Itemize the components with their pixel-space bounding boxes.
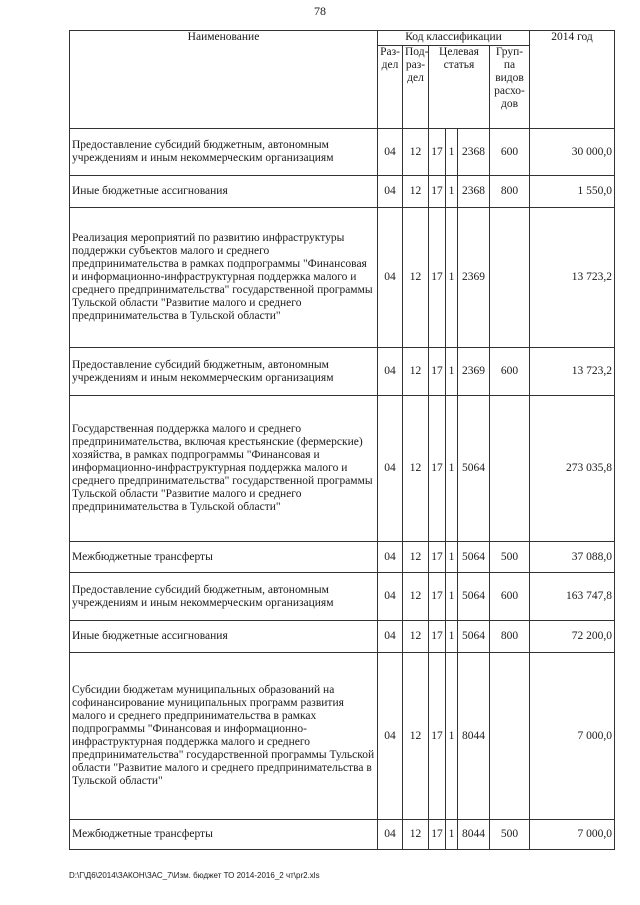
row-amount: 273 035,8 (530, 396, 615, 542)
header-target-item: Целевая статья (429, 46, 490, 129)
row-target-item-direction: 2368 (458, 176, 490, 208)
row-subsection: 12 (403, 621, 429, 653)
row-amount: 13 723,2 (530, 208, 615, 348)
row-name: Иные бюджетные ассигнования (70, 621, 378, 653)
row-target-item-direction: 5064 (458, 542, 490, 573)
row-section: 04 (378, 208, 403, 348)
row-expense-group: 500 (490, 542, 530, 573)
row-name: Иные бюджетные ассигнования (70, 176, 378, 208)
row-amount: 7 000,0 (530, 653, 615, 820)
row-section: 04 (378, 542, 403, 573)
row-name: Межбюджетные трансферты (70, 820, 378, 850)
row-target-item-program: 17 (429, 396, 446, 542)
header-subsection: Под- раз- дел (403, 46, 429, 129)
row-target-item-program: 17 (429, 653, 446, 820)
row-section: 04 (378, 129, 403, 176)
row-subsection: 12 (403, 573, 429, 621)
row-target-item-direction: 2369 (458, 348, 490, 396)
table-row (70, 176, 615, 208)
row-subsection: 12 (403, 129, 429, 176)
row-expense-group: 600 (490, 348, 530, 396)
row-name: Государственная поддержка малого и среднего предпринимательства, включая крестьянские (фермерские) хозяйства, в рамках подпрограммы "Финансовая и информационно-инфраструктурная поддержка малого и среднего предпринимательства" государственной программы Тульской области "Развитие малого и среднего предпринимательства в Тульской области" (70, 396, 378, 542)
table-body (70, 129, 615, 850)
row-subsection: 12 (403, 820, 429, 850)
row-target-item-subprogram: 1 (446, 542, 458, 573)
row-name: Предоставление субсидий бюджетным, автономным учреждениям и иным некоммерческим организациям (70, 129, 378, 176)
header-classification: Код классификации (378, 31, 530, 46)
header-section: Раз- дел (378, 46, 403, 129)
row-target-item-subprogram: 1 (446, 573, 458, 621)
row-target-item-program: 17 (429, 820, 446, 850)
row-subsection: 12 (403, 176, 429, 208)
row-target-item-direction: 2369 (458, 208, 490, 348)
row-target-item-direction: 8044 (458, 820, 490, 850)
table-row (70, 653, 615, 820)
row-target-item-subprogram: 1 (446, 621, 458, 653)
row-target-item-subprogram: 1 (446, 129, 458, 176)
row-amount: 37 088,0 (530, 542, 615, 573)
row-section: 04 (378, 621, 403, 653)
header-year: 2014 год (530, 31, 615, 129)
row-subsection: 12 (403, 653, 429, 820)
budget-table (69, 30, 615, 850)
row-name: Предоставление субсидий бюджетным, автономным учреждениям и иным некоммерческим организациям (70, 573, 378, 621)
row-target-item-program: 17 (429, 129, 446, 176)
row-section: 04 (378, 653, 403, 820)
row-section: 04 (378, 348, 403, 396)
table-row (70, 573, 615, 621)
table-row (70, 348, 615, 396)
row-subsection: 12 (403, 208, 429, 348)
table-row (70, 129, 615, 176)
row-target-item-program: 17 (429, 176, 446, 208)
row-target-item-direction: 5064 (458, 621, 490, 653)
row-target-item-subprogram: 1 (446, 176, 458, 208)
row-amount: 163 747,8 (530, 573, 615, 621)
row-target-item-program: 17 (429, 542, 446, 573)
row-amount: 13 723,2 (530, 348, 615, 396)
file-path-footer: D:\Г\Д6\2014\ЗАКОН\ЗАС_7\Изм. бюджет ТО 2014-2016_2 чт\pr2.xls (69, 871, 320, 880)
row-amount: 7 000,0 (530, 820, 615, 850)
header-name: Наименование (70, 31, 378, 129)
row-target-item-program: 17 (429, 573, 446, 621)
row-target-item-direction: 5064 (458, 396, 490, 542)
row-target-item-subprogram: 1 (446, 348, 458, 396)
row-subsection: 12 (403, 396, 429, 542)
row-name: Межбюджетные трансферты (70, 542, 378, 573)
row-target-item-program: 17 (429, 621, 446, 653)
row-subsection: 12 (403, 348, 429, 396)
row-amount: 72 200,0 (530, 621, 615, 653)
table-row (70, 396, 615, 542)
row-expense-group: 600 (490, 573, 530, 621)
row-target-item-subprogram: 1 (446, 653, 458, 820)
row-expense-group (490, 396, 530, 542)
row-section: 04 (378, 573, 403, 621)
row-subsection: 12 (403, 542, 429, 573)
row-expense-group (490, 208, 530, 348)
header-expense-group: Груп- па видов расхо- дов (490, 46, 530, 129)
row-target-item-direction: 2368 (458, 129, 490, 176)
row-name: Реализация мероприятий по развитию инфраструктуры поддержки субъектов малого и среднего предпринимательства в рамках подпрограммы "Финансовая и информационно-инфраструктурная поддержка малого и среднего предпринимательства" государственной программы Тульской области "Развитие малого и среднего предпринимательства в Тульской области" (70, 208, 378, 348)
row-section: 04 (378, 820, 403, 850)
row-expense-group: 500 (490, 820, 530, 850)
row-amount: 1 550,0 (530, 176, 615, 208)
row-expense-group: 800 (490, 176, 530, 208)
page-number: 78 (314, 4, 326, 18)
row-name: Субсидии бюджетам муниципальных образований на софинансирование муниципальных программ развития малого и среднего предпринимательства в рамках подпрограммы "Финансовая и информационно-инфраструктурная поддержка малого и среднего предпринимательства" государственной программы Тульской области "Развитие малого и среднего предпринимательства в Тульской области" (70, 653, 378, 820)
table-row (70, 208, 615, 348)
row-target-item-subprogram: 1 (446, 820, 458, 850)
row-section: 04 (378, 176, 403, 208)
table-row (70, 820, 615, 850)
row-target-item-program: 17 (429, 208, 446, 348)
row-amount: 30 000,0 (530, 129, 615, 176)
row-name: Предоставление субсидий бюджетным, автономным учреждениям и иным некоммерческим организациям (70, 348, 378, 396)
row-target-item-subprogram: 1 (446, 208, 458, 348)
row-target-item-direction: 8044 (458, 653, 490, 820)
row-target-item-program: 17 (429, 348, 446, 396)
row-target-item-subprogram: 1 (446, 396, 458, 542)
table-row (70, 621, 615, 653)
table-row (70, 542, 615, 573)
row-expense-group: 800 (490, 621, 530, 653)
row-target-item-direction: 5064 (458, 573, 490, 621)
row-expense-group (490, 653, 530, 820)
row-expense-group: 600 (490, 129, 530, 176)
row-section: 04 (378, 396, 403, 542)
